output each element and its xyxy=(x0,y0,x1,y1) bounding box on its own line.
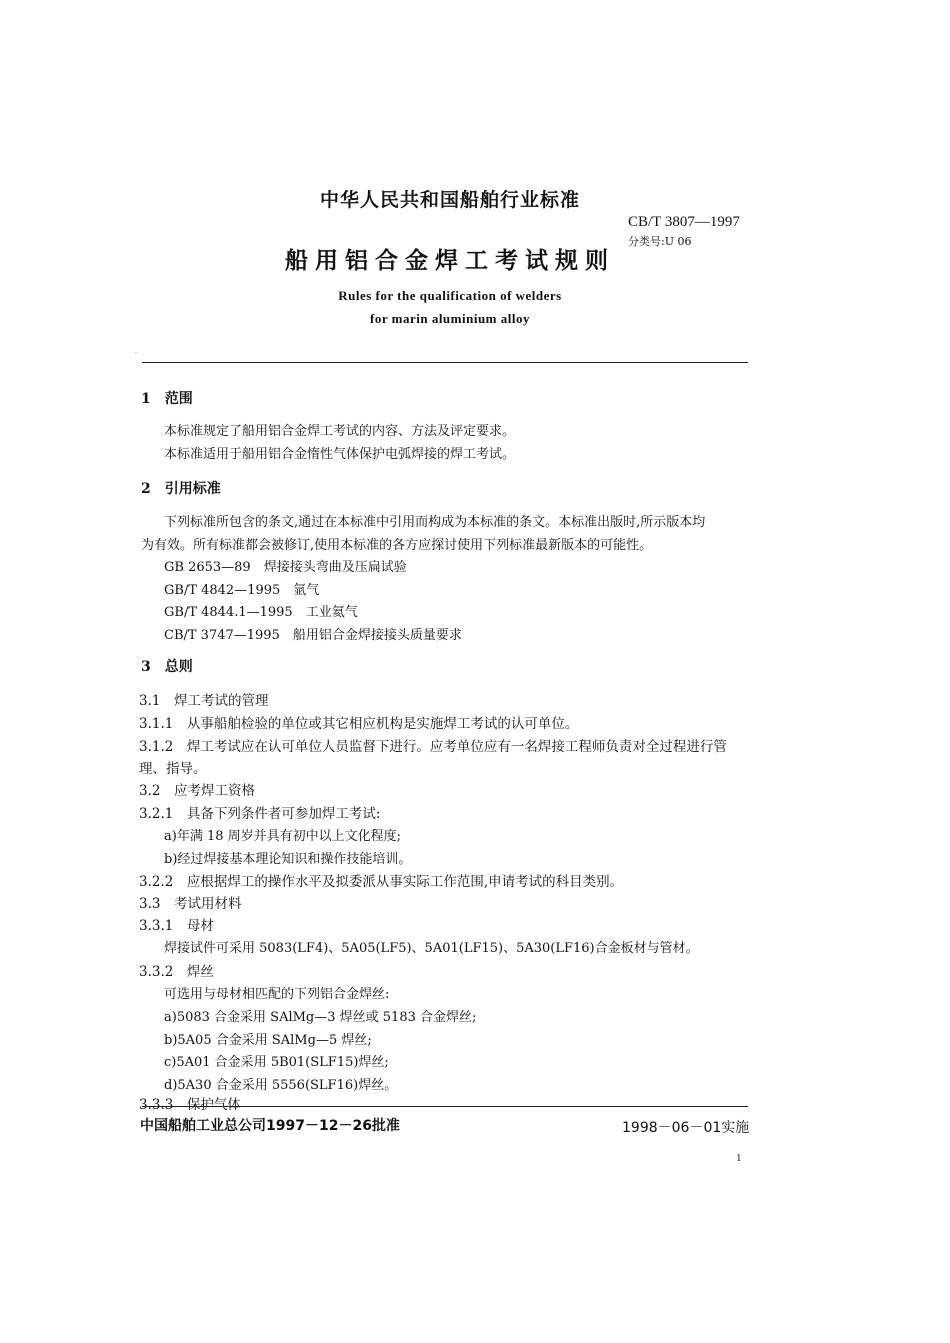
scan-mark: · xyxy=(135,350,137,357)
clause-3-3-2-item-c: c)5A01 合金采用 5B01(SLF15)焊丝; xyxy=(164,1055,389,1070)
header-divider xyxy=(142,362,748,363)
section-1-paragraph-1: 本标准规定了船用铝合金焊工考试的内容、方法及评定要求。 xyxy=(164,424,516,439)
reference-standard-item: GB 2653—89 焊接接头弯曲及压扁试验 xyxy=(164,560,407,575)
clause-3-3-2-item-b: b)5A05 合金采用 SAlMg—5 焊丝; xyxy=(164,1033,372,1048)
reference-standard-item: GB/T 4844.1—1995 工业氦气 xyxy=(164,605,358,620)
document-title-cn: 船用铝合金焊工考试规则 xyxy=(285,248,615,274)
clause-3-3-2-paragraph: 可选用与母材相匹配的下列铝合金焊丝: xyxy=(164,987,390,1002)
section-1-heading: 1 范围 xyxy=(141,391,193,407)
footer-divider xyxy=(142,1106,748,1107)
clause-3-2: 3.2 应考焊工资格 xyxy=(139,783,255,799)
clause-3-1: 3.1 焊工考试的管理 xyxy=(139,693,269,709)
page-number: 1 xyxy=(736,1152,742,1164)
approval-statement: 中国船舶工业总公司1997－12－26批准 xyxy=(140,1118,400,1134)
clause-3-3-2-item-d: d)5A30 合金采用 5556(SLF16)焊丝。 xyxy=(164,1078,398,1093)
clause-3-2-1-item-b: b)经过焊接基本理论知识和操作技能培训。 xyxy=(164,852,412,867)
reference-standard-item: CB/T 3747—1995 船用铝合金焊接接头质量要求 xyxy=(164,628,462,643)
clause-3-1-2-line-2: 理、指导。 xyxy=(139,761,207,777)
clause-3-3-2: 3.3.2 焊丝 xyxy=(139,964,214,980)
clause-3-2-1-item-a: a)年满 18 周岁并具有初中以上文化程度; xyxy=(164,829,402,844)
clause-3-3: 3.3 考试用材料 xyxy=(139,896,242,912)
standard-number: CB/T 3807—1997 xyxy=(628,214,740,230)
clause-3-3-2-item-a: a)5083 合金采用 SAlMg—3 焊丝或 5183 合金焊丝; xyxy=(164,1010,477,1025)
classification-code: 分类号:U 06 xyxy=(628,235,692,248)
section-2-paragraph-line-1: 下列标准所包含的条文,通过在本标准中引用而构成为本标准的条文。本标准出版时,所示版本均 xyxy=(164,515,706,530)
reference-standard-item: GB/T 4842—1995 氩气 xyxy=(164,583,320,598)
clause-3-1-1: 3.1.1 从事船舶检验的单位或其它相应机构是实施焊工考试的认可单位。 xyxy=(139,716,579,732)
clause-3-3-1: 3.3.1 母材 xyxy=(139,918,214,934)
clause-3-2-1: 3.2.1 具备下列条件者可参加焊工考试: xyxy=(139,806,381,822)
section-1-paragraph-2: 本标准适用于船用铝合金惰性气体保护电弧焊接的焊工考试。 xyxy=(164,447,516,462)
clause-3-3-3: 3.3.3 保护气体 xyxy=(139,1097,241,1113)
issuer-heading: 中华人民共和国船舶行业标准 xyxy=(319,189,580,211)
document-title-en-line2: for marin aluminium alloy xyxy=(370,311,530,326)
clause-3-1-2-line-1: 3.1.2 焊工考试应在认可单位人员监督下进行。应考单位应有一名焊接工程师负责对全过程进行管 xyxy=(139,739,727,755)
document-title-en-line1: Rules for the qualification of welders xyxy=(338,288,562,303)
section-3-heading: 3 总则 xyxy=(141,659,193,675)
clause-3-2-2: 3.2.2 应根据焊工的操作水平及拟委派从事实际工作范围,申请考试的科目类别。 xyxy=(139,874,624,890)
section-2-heading: 2 引用标准 xyxy=(141,481,221,497)
clause-3-3-1-paragraph: 焊接试件可采用 5083(LF4)、5A05(LF5)、5A01(LF15)、5A30(LF16)合金板材与管材。 xyxy=(164,941,699,956)
section-2-paragraph-line-2: 为有效。所有标准都会被修订,使用本标准的各方应探讨使用下列标准最新版本的可能性。 xyxy=(141,538,653,553)
implementation-date: 1998－06－01实施 xyxy=(622,1120,750,1136)
